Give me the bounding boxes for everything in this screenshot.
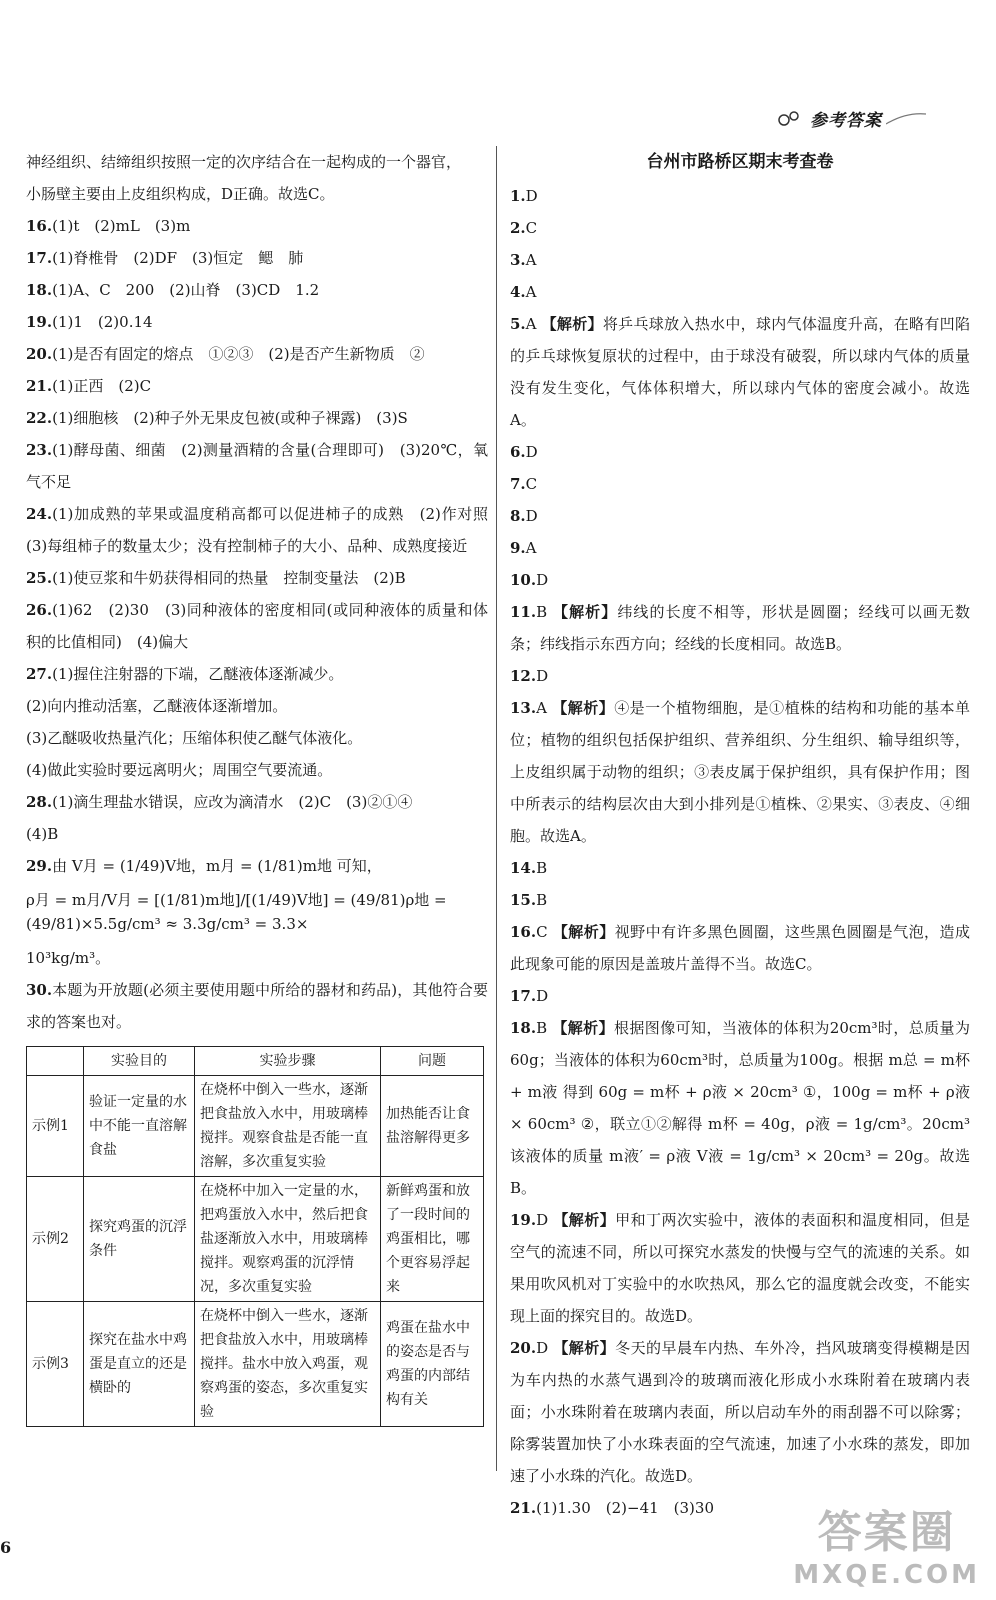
answer-number: 19. xyxy=(510,1211,537,1229)
answer-number: 26. xyxy=(26,601,53,619)
answer-text: D xyxy=(536,987,549,1005)
table-cell-label: 示例3 xyxy=(27,1302,84,1427)
answer-number: 3. xyxy=(510,251,526,269)
answer-text: D xyxy=(525,443,538,461)
answer-text: A xyxy=(536,699,547,717)
answer-text: B xyxy=(536,891,548,909)
table-row xyxy=(27,1177,484,1302)
answer-number: 23. xyxy=(26,441,53,459)
answer-number: 4. xyxy=(510,283,526,301)
answer-number: 10. xyxy=(510,571,537,589)
answer-item-30 xyxy=(26,974,488,1038)
table-header-cell: 实验目的 xyxy=(84,1047,195,1076)
answer-item xyxy=(26,370,488,402)
swirl-decoration-icon xyxy=(776,108,806,130)
experiment-table xyxy=(26,1046,484,1427)
answer-item xyxy=(510,276,970,308)
answer-item xyxy=(26,210,488,242)
table-cell-question: 新鲜鸡蛋和放了一段时间的鸡蛋相比，哪个更容易浮起来 xyxy=(381,1177,484,1302)
answer-item xyxy=(510,916,970,980)
answer-number: 21. xyxy=(510,1499,537,1517)
answer-text: D xyxy=(525,187,538,205)
answer-item xyxy=(510,660,970,692)
table-header-row xyxy=(27,1047,484,1076)
answer-item xyxy=(510,532,970,564)
table-cell-label: 示例2 xyxy=(27,1177,84,1302)
table-cell-purpose: 探究鸡蛋的沉浮条件 xyxy=(84,1177,195,1302)
analysis-text: 冬天的早晨车内热、车外冷，挡风玻璃变得模糊是因为车内热的水蒸气遇到冷的玻璃而液化形成小水珠附着在玻璃内表面；小水珠附着在玻璃内表面，所以启动车外的雨刮器不可以除雾；除雾装置加快了小水珠表面的空气流速，加速了小水珠的蒸发，即加速了小水珠的汽化。故选D。 xyxy=(510,1339,970,1485)
answer-item xyxy=(510,500,970,532)
answer-item xyxy=(510,564,970,596)
table-header-cell: 实验步骤 xyxy=(195,1047,381,1076)
column-divider xyxy=(496,146,497,1471)
answer-text: (1)1 (2)0.14 xyxy=(52,313,153,331)
answer-text: D xyxy=(536,571,549,589)
table-cell-question: 鸡蛋在盐水中的姿态是否与鸡蛋的内部结构有关 xyxy=(381,1302,484,1427)
answer-text: (1)使豆浆和牛奶获得相同的热量 控制变量法 (2)B xyxy=(52,569,406,587)
answer-text: (1)滴生理盐水错误，应改为滴清水 (2)C (3)②①④ xyxy=(52,793,413,811)
analysis-text: 将乒乓球放入热水中，球内气体温度升高，在略有凹陷的乒乓球恢复原状的过程中，由于球没有破裂，所以球内气体的质量没有发生变化，气体体积增大，所以球内气体的密度会减小。故选A。 xyxy=(510,315,970,429)
q27-line: (3)乙醚吸收热量汽化；压缩体积使乙醚气体液化。 xyxy=(26,729,363,747)
answer-text: 本题为开放题(必须主要使用题中所给的器材和药品)，其他符合要求的答案也对。 xyxy=(26,981,488,1031)
watermark-line-1: 答案圈 xyxy=(817,1507,956,1558)
answer-text: (1)正西 (2)C xyxy=(52,377,152,395)
answer-number: 20. xyxy=(26,345,53,363)
answer-number: 28. xyxy=(26,793,53,811)
answer-text: B xyxy=(536,859,548,877)
table-cell-steps: 在烧杯中加入一定量的水，把鸡蛋放入水中，然后把食盐逐渐放入水中，用玻璃棒搅拌。观察鸡蛋的沉浮情况，多次重复实验 xyxy=(195,1177,381,1302)
answer-number: 29. xyxy=(26,857,53,875)
answer-text: (1)细胞核 (2)种子外无果皮包被(或种子裸露) (3)S xyxy=(52,409,408,427)
table-cell-question: 加热能否让食盐溶解得更多 xyxy=(381,1076,484,1177)
answer-number: 6. xyxy=(510,443,526,461)
table-row xyxy=(27,1302,484,1427)
analysis-text: 视野中有许多黑色圆圈，这些黑色圆圈是气泡，造成此现象可能的原因是盖玻片盖得不当。故选C。 xyxy=(510,923,970,973)
answer-number: 20. xyxy=(510,1339,537,1357)
answer-item xyxy=(26,274,488,306)
answer-text: (1)握住注射器的下端，乙醚液体逐渐减少。 xyxy=(52,665,344,683)
answer-number: 1. xyxy=(510,187,526,205)
analysis-tag: 【解析】 xyxy=(552,923,615,941)
answer-text: D xyxy=(525,507,538,525)
q27-continuation xyxy=(26,690,488,786)
answer-item xyxy=(510,980,970,1012)
answer-item xyxy=(26,306,488,338)
table-cell-steps: 在烧杯中倒入一些水，逐渐把食盐放入水中，用玻璃棒搅拌。观察食盐是否能一直溶解，多次重复实验 xyxy=(195,1076,381,1177)
answer-text: (1)加成熟的苹果或温度稍高都可以促进柿子的成熟 (2)作对照 (3)每组柿子的数量太少；没有控制柿子的大小、品种、成熟度接近 xyxy=(26,505,504,555)
answer-number: 18. xyxy=(510,1019,537,1037)
answer-item xyxy=(26,242,488,274)
answer-text: C xyxy=(536,923,548,941)
analysis-tag: 【解析】 xyxy=(552,1019,614,1037)
analysis-text: ④是一个植物细胞，是①植株的结构和功能的基本单位；植物的组织包括保护组织、营养组织、分生组织、输导组织等，上皮组织属于动物的组织；③表皮属于保护组织，具有保护作用；图中所表示的结构层次由大到小排列是①植株、②果实、③表皮、④细胞。故选A。 xyxy=(510,699,970,845)
answer-number: 21. xyxy=(26,377,53,395)
answer-text: (1)酵母菌、细菌 (2)测量酒精的含量(合理即可) (3)20℃，氧气不足 xyxy=(26,441,488,491)
watermark-logo xyxy=(793,1496,980,1590)
answer-item xyxy=(510,180,970,212)
answer-text: D xyxy=(536,667,549,685)
answer-number: 9. xyxy=(510,539,526,557)
q29-formula-cont: 10³kg/m³。 xyxy=(26,949,111,967)
answer-number: 12. xyxy=(510,667,537,685)
answer-item xyxy=(510,468,970,500)
page-number: 6 xyxy=(0,1538,12,1557)
answer-item xyxy=(26,658,488,690)
table-header-cell: 问题 xyxy=(381,1047,484,1076)
answer-text: A xyxy=(525,251,537,269)
table-cell-purpose: 验证一定量的水中不能一直溶解食盐 xyxy=(84,1076,195,1177)
answer-text: A xyxy=(525,539,537,557)
answer-number: 14. xyxy=(510,859,537,877)
table-cell-label: 示例1 xyxy=(27,1076,84,1177)
q29-formula: ρ月 = m月/V月 = [(1/81)m地]/[(1/49)V地] = (49/81)ρ地 = (49/81)×5.5g/cm³ ≈ 3.3g/cm³ = 3.3× xyxy=(26,891,447,933)
answer-item-28-cont: (4)B xyxy=(26,825,59,843)
answer-number: 7. xyxy=(510,475,526,493)
answer-item xyxy=(510,1012,970,1204)
analysis-tag: 【解析】 xyxy=(541,315,603,333)
answer-number: 19. xyxy=(26,313,53,331)
left-column xyxy=(26,146,504,1427)
watermark-line-2: MXQE.COM xyxy=(793,1560,980,1590)
answer-item xyxy=(510,692,970,852)
answer-number: 18. xyxy=(26,281,53,299)
right-answer-list xyxy=(510,180,970,1524)
analysis-text: 纬线的长度不相等，形状是圆圈；经线可以画无数条；纬线指示东西方向；经线的长度相同。故选B。 xyxy=(510,603,970,653)
answer-item xyxy=(510,308,970,436)
answer-number: 30. xyxy=(26,981,53,999)
answer-text: C xyxy=(525,475,538,493)
table-row xyxy=(27,1076,484,1177)
header-title: 参考答案 xyxy=(810,111,882,131)
answer-number: 17. xyxy=(510,987,537,1005)
q29-intro: 由 V月 = (1/49)V地，m月 = (1/81)m地 可知， xyxy=(52,857,382,875)
analysis-tag: 【解析】 xyxy=(553,1211,616,1229)
q27-line: (2)向内推动活塞，乙醚液体逐渐增加。 xyxy=(26,697,288,715)
answer-text: C xyxy=(525,219,538,237)
answer-item xyxy=(510,596,970,660)
answer-text: B xyxy=(536,1019,548,1037)
table-cell-steps: 在烧杯中倒入一些水，逐渐把食盐放入水中，用玻璃棒搅拌。盐水中放入鸡蛋，观察鸡蛋的姿态，多次重复实验 xyxy=(195,1302,381,1427)
answer-item xyxy=(26,498,504,562)
answer-number: 22. xyxy=(26,409,53,427)
answer-item xyxy=(510,852,970,884)
right-column xyxy=(510,146,970,1524)
analysis-text: 根据图像可知，当液体的体积为20cm³时，总质量为60g；当液体的体积为60cm³时，总质量为100g。根据 m总 = m杯 + m液 得到 60g = m杯 + ρ液 × 20cm³ ①，100g = m杯 + ρ液 × 60cm³ ②，联立①②解得 m杯 = 40g，ρ液 = 1g/cm³。20cm³ 该液体的质量 m液′ = ρ液 V液 = 1g/cm³ × 20cm³ = 20g。故选B。 xyxy=(510,1019,970,1197)
answer-text: (1)1.30 (2)−41 (3)30 xyxy=(536,1499,714,1517)
left-answer-list xyxy=(26,210,504,690)
q27-line: (4)做此实验时要远离明火；周围空气要流通。 xyxy=(26,761,333,779)
answer-text: (1)t (2)mL (3)m xyxy=(52,217,191,235)
answer-number: 13. xyxy=(510,699,537,717)
answer-number: 25. xyxy=(26,569,53,587)
answer-number: 5. xyxy=(510,315,526,333)
section-title: 台州市路桥区期末考查卷 xyxy=(646,152,834,172)
answer-item xyxy=(510,1332,970,1492)
answer-item xyxy=(26,338,488,370)
answer-number: 27. xyxy=(26,665,53,683)
answer-item-28 xyxy=(26,786,488,818)
answer-number: 16. xyxy=(26,217,53,235)
continued-line-2: 小肠壁主要由上皮组织构成，D正确。故选C。 xyxy=(26,185,335,203)
table-header-cell xyxy=(27,1047,84,1076)
answer-number: 24. xyxy=(26,505,53,523)
answer-number: 17. xyxy=(26,249,53,267)
analysis-text: 甲和丁两次实验中，液体的表面积和温度相同，但是空气的流速不同，所以可探究水蒸发的快慢与空气的流速的关系。如果用吹风机对丁实验中的水吹热风，那么它的温度就会改变，不能实现上面的探究目的。故选D。 xyxy=(510,1211,970,1325)
answer-text: (1)A、C 200 (2)山脊 (3)CD 1.2 xyxy=(52,281,320,299)
answer-text: D xyxy=(536,1339,549,1357)
answer-number: 8. xyxy=(510,507,526,525)
answer-item xyxy=(510,244,970,276)
answer-text: A xyxy=(525,315,537,333)
answer-item xyxy=(510,884,970,916)
continued-line-1: 神经组织、结缔组织按照一定的次序结合在一起构成的一个器官， xyxy=(26,153,462,171)
answer-item xyxy=(510,1204,970,1332)
answer-text: (1)62 (2)30 (3)同种液体的密度相同(或同种液体的质量和体积的比值相同) (4)偏大 xyxy=(26,601,488,651)
answer-item xyxy=(510,212,970,244)
answer-number: 2. xyxy=(510,219,526,237)
answer-text: (1)脊椎骨 (2)DF (3)恒定 鳃 肺 xyxy=(52,249,304,267)
answer-item xyxy=(510,436,970,468)
answer-item xyxy=(26,434,488,498)
answer-header xyxy=(776,106,926,131)
answer-text: B xyxy=(536,603,548,621)
answer-item xyxy=(26,594,488,658)
analysis-tag: 【解析】 xyxy=(552,699,615,717)
analysis-tag: 【解析】 xyxy=(553,603,618,621)
answer-text: A xyxy=(525,283,537,301)
header-flourish-icon xyxy=(886,110,926,128)
table-cell-purpose: 探究在盐水中鸡蛋是直立的还是横卧的 xyxy=(84,1302,195,1427)
answer-number: 11. xyxy=(510,603,537,621)
analysis-tag: 【解析】 xyxy=(553,1339,616,1357)
answer-number: 16. xyxy=(510,923,537,941)
answer-number: 15. xyxy=(510,891,537,909)
answer-item-29 xyxy=(26,850,488,882)
answer-item xyxy=(26,562,488,594)
answer-item xyxy=(26,402,488,434)
answer-text: (1)是否有固定的熔点 ①②③ (2)是否产生新物质 ② xyxy=(52,345,425,363)
answer-text: D xyxy=(536,1211,549,1229)
